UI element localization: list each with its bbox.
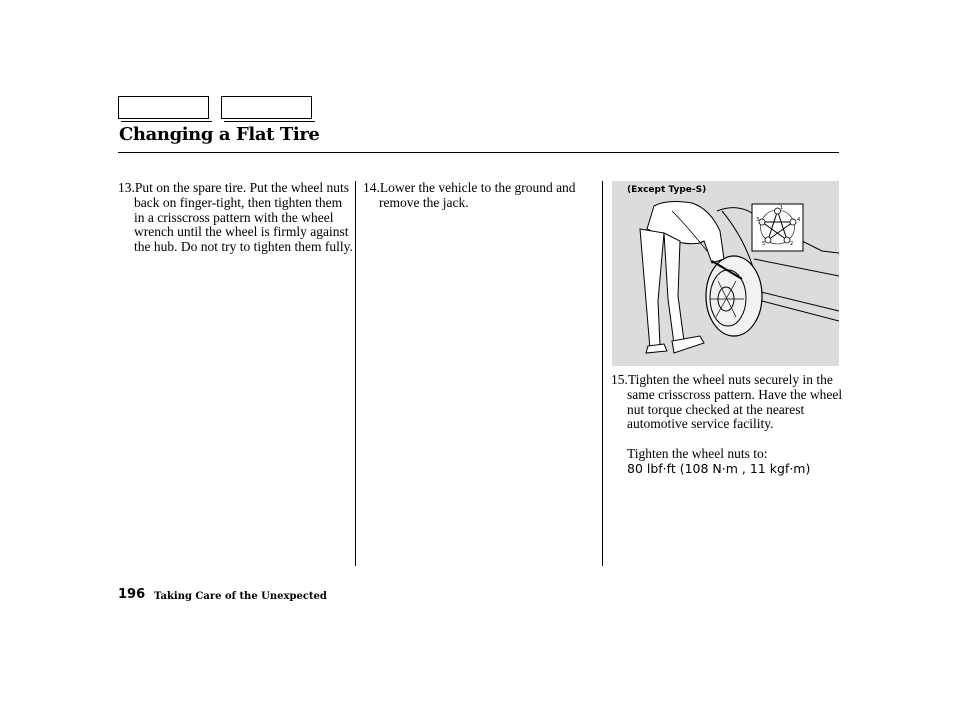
illustration-drawing: [612, 181, 839, 366]
pattern-number-2: 2: [790, 241, 794, 247]
tire-change-illustration: [612, 181, 839, 366]
header-tab-box-2: [221, 96, 312, 119]
column-divider-2: [602, 181, 603, 566]
figure-label: (Except Type-S): [627, 185, 707, 195]
page-number: 196: [118, 587, 146, 602]
pattern-number-5: 5: [762, 241, 766, 247]
pattern-number-4: 4: [797, 217, 801, 223]
section-name: Taking Care of the Unexpected: [154, 591, 327, 602]
pattern-number-1: 1: [780, 205, 784, 211]
torque-spec: 80 lbf·ft (108 N·m , 11 kgf·m): [627, 461, 811, 476]
header-tab-box-1: [118, 96, 209, 119]
tighten-instruction: Tighten the wheel nuts to:: [627, 446, 768, 461]
page-title: Changing a Flat Tire: [119, 124, 320, 145]
pattern-number-3: 3: [756, 217, 760, 223]
title-rule: [118, 152, 839, 153]
step-14-text: 14.Lower the vehicle to the ground and remove the jack.: [363, 180, 576, 210]
step-13-text: 13.Put on the spare tire. Put the wheel nuts back on finger-tight, then tighten them in a crisscross pattern with the wheel wrench until the wheel is firmly against the hub. Do not try to tighten them fully.: [118, 180, 353, 255]
step-15-text: 15.Tighten the wheel nuts securely in the same crisscross pattern. Have the wheel nut torque checked at the nearest automotive service facility.: [611, 372, 843, 432]
